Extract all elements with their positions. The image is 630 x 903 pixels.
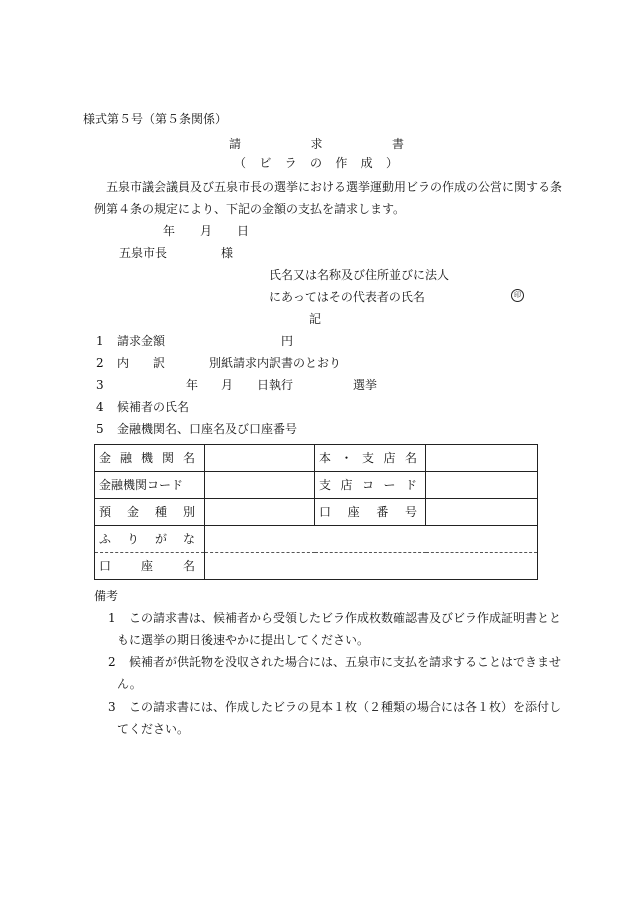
note-number: 1 <box>108 611 116 625</box>
election-month: 月 <box>221 378 234 392</box>
election-label: 選挙 <box>353 378 378 392</box>
note-number: 2 <box>108 655 116 669</box>
table-row <box>95 472 538 499</box>
claimant-line-2: にあってはその代表者の氏名 <box>269 290 425 304</box>
branch-name-label: 本 ・ 支 店 名 <box>315 445 426 472</box>
note-line: この請求書は、候補者から受領したビラ作成枚数確認書及びビラ作成証明書とと <box>129 611 562 625</box>
subtitle-char: ビ <box>259 156 272 170</box>
deposit-type-field[interactable] <box>205 499 315 526</box>
subtitle-char: 作 <box>335 156 348 170</box>
title-char: 求 <box>310 137 323 151</box>
subtitle-char: ） <box>385 156 398 170</box>
title-char: 請 <box>229 137 242 151</box>
bank-info-table <box>94 444 538 580</box>
date-month: 月 <box>200 224 213 238</box>
item-number: 2 <box>96 356 104 370</box>
election-year: 年 <box>186 378 199 392</box>
addressee-honorific: 様 <box>221 246 234 260</box>
branch-code-label: 支 店 コ ー ド <box>315 472 426 499</box>
note-line: てください。 <box>117 722 190 736</box>
document-subtitle <box>234 157 398 169</box>
account-name-field[interactable] <box>205 553 538 580</box>
notes-header: 備考 <box>94 589 119 603</box>
branch-code-field[interactable] <box>426 472 538 499</box>
item-claim-amount-label: 請求金額 <box>117 334 166 348</box>
institution-code-field[interactable] <box>205 472 315 499</box>
note-line: もに選挙の期日後速やかに提出してください。 <box>117 633 370 647</box>
account-number-label: 口 座 番 号 <box>315 499 426 526</box>
addressee-name: 五泉市長 <box>119 246 168 260</box>
note-number: 3 <box>108 700 116 714</box>
institution-name-label: 金 融 機 関 名 <box>95 445 205 472</box>
intro-line-2: 例第４条の規定により、下記の金額の支払を請求します。 <box>94 202 406 216</box>
item-candidate-name-label: 候補者の氏名 <box>117 400 190 414</box>
item-breakdown-value: 別紙請求内訳書のとおり <box>209 356 342 370</box>
table-row <box>95 553 538 580</box>
subtitle-char: 成 <box>360 156 373 170</box>
subtitle-char: （ <box>234 156 247 170</box>
item-number: 5 <box>96 422 104 436</box>
note-line: 候補者が供託物を没収された場合には、五泉市に支払を請求することはできませ <box>129 655 562 669</box>
account-name-label: 口 座 名 <box>95 553 205 580</box>
ki-heading: 記 <box>309 312 322 326</box>
account-number-field[interactable] <box>426 499 538 526</box>
item-number: 4 <box>96 400 104 414</box>
document-title <box>229 138 404 150</box>
subtitle-char: の <box>309 156 322 170</box>
note-line: ん。 <box>117 677 142 691</box>
title-char: 書 <box>391 137 404 151</box>
table-row <box>95 526 538 553</box>
furigana-field[interactable] <box>205 526 538 553</box>
institution-name-field[interactable] <box>205 445 315 472</box>
date-year: 年 <box>163 224 176 238</box>
table-row <box>95 499 538 526</box>
claimant-line-1: 氏名又は名称及び住所並びに法人 <box>269 268 450 282</box>
item-claim-amount-unit: 円 <box>281 334 294 348</box>
branch-name-field[interactable] <box>426 445 538 472</box>
seal-mark: 印 <box>511 289 524 302</box>
date-day: 日 <box>237 224 250 238</box>
table-row <box>95 445 538 472</box>
item-breakdown-label: 内 訳 <box>117 356 166 370</box>
furigana-label: ふ り が な <box>95 526 205 553</box>
item-bank-label: 金融機関名、口座名及び口座番号 <box>117 422 298 436</box>
subtitle-char: ラ <box>284 156 297 170</box>
institution-code-label: 金融機関コード <box>95 472 205 499</box>
deposit-type-label: 預 金 種 別 <box>95 499 205 526</box>
item-number: 3 <box>96 378 104 392</box>
intro-line-1: 五泉市議会議員及び五泉市長の選挙における選挙運動用ビラの作成の公営に関する条 <box>106 180 563 194</box>
item-number: 1 <box>96 334 104 348</box>
note-line: この請求書には、作成したビラの見本１枚（２種類の場合には各１枚）を添付し <box>129 700 562 714</box>
election-day: 日執行 <box>257 378 294 392</box>
form-number: 様式第５号（第５条関係） <box>83 112 228 126</box>
